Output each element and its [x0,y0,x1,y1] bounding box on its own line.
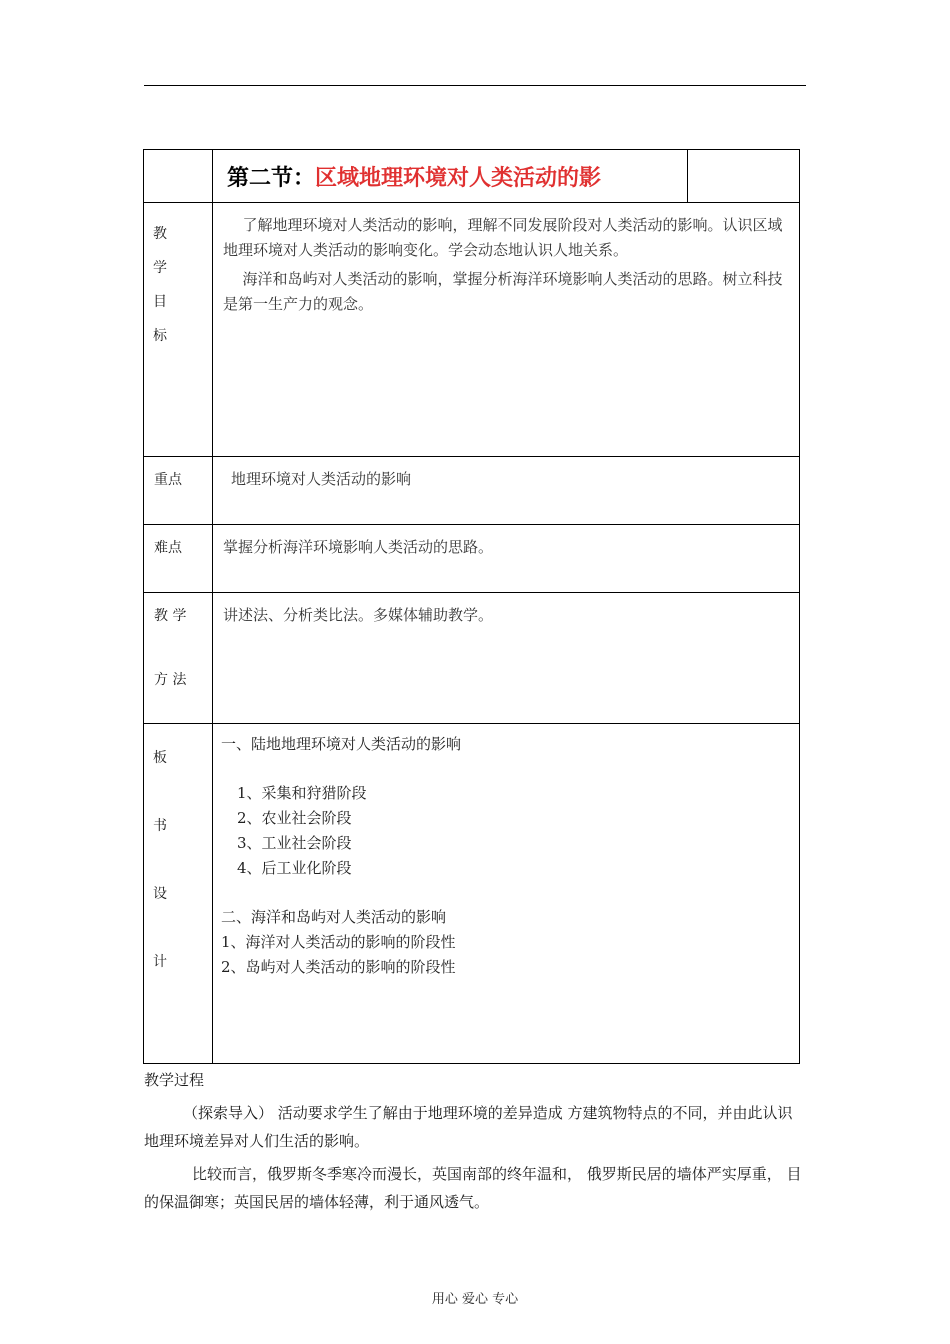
board-item: 1、采集和狩猎阶段 [237,784,367,802]
process-paragraph: （探索导入） 活动要求学生了解由于地理环境的差异造成 方建筑物特点的不同，并由此认识地理环境差异对人们生活的影响。 [144,1104,793,1150]
board-item: 4、后工业化阶段 [237,859,352,877]
board-item: 2、岛屿对人类活动的影响的阶段性 [221,958,456,976]
board-item: 1、海洋对人类活动的影响的阶段性 [221,933,456,951]
board-design-content [213,724,800,1064]
difficulties-content: 掌握分析海洋环境影响人类活动的思路。 [213,525,800,593]
lesson-plan-table [143,149,800,1064]
key-points-content: 地理环境对人类活动的影响 [213,457,800,525]
methods-content: 讲述法、分析类比法。多媒体辅助教学。 [213,593,800,724]
board-item: 3、工业社会阶段 [237,834,352,852]
objectives-row [144,203,800,457]
process-heading: 教学过程 [144,1071,205,1089]
board-section-heading: 一、陆地地理环境对人类活动的影响 [221,735,462,753]
title-row [144,150,800,203]
teaching-process [144,1066,806,1216]
board-design-label: 板 书 设 计 [144,724,213,1064]
title-prefix: 第二节： [227,165,316,191]
objectives-content [213,203,800,457]
title-label-cell [144,150,213,203]
objectives-label: 教 学 目 标 [144,203,213,457]
board-design-row [144,724,800,1064]
lesson-title [213,150,688,202]
header-rule [144,85,806,86]
board-item: 2、农业社会阶段 [237,809,352,827]
title-cell [213,150,800,203]
process-paragraph: 比较而言，俄罗斯冬季寒冷而漫长，英国南部的终年温和， 俄罗斯民居的墙体严实厚重， 目的保温御寒；英国民居的墙体轻薄，利于通风透气。 [144,1165,802,1211]
methods-row [144,593,800,724]
key-points-label: 重点 [144,457,213,525]
board-section-heading: 二、海洋和岛屿对人类活动的影响 [221,908,447,926]
difficulties-label: 难点 [144,525,213,593]
key-points-row [144,457,800,525]
objective-paragraph: 了解地理环境对人类活动的影响，理解不同发展阶段对人类活动的影响。认识区域地理环境对人类活动的影响变化。学会动态地认识人地关系。 [223,216,783,259]
objective-paragraph: 海洋和岛屿对人类活动的影响，掌握分析海洋环境影响人类活动的思路。树立科技是第一生产力的观念。 [223,270,783,313]
difficulties-row [144,525,800,593]
page-footer: 用心 爱心 专心 [431,1292,519,1307]
title-main: 区域地理环境对人类活动的影 [315,165,602,191]
methods-label: 教 学 方 法 [144,593,213,724]
